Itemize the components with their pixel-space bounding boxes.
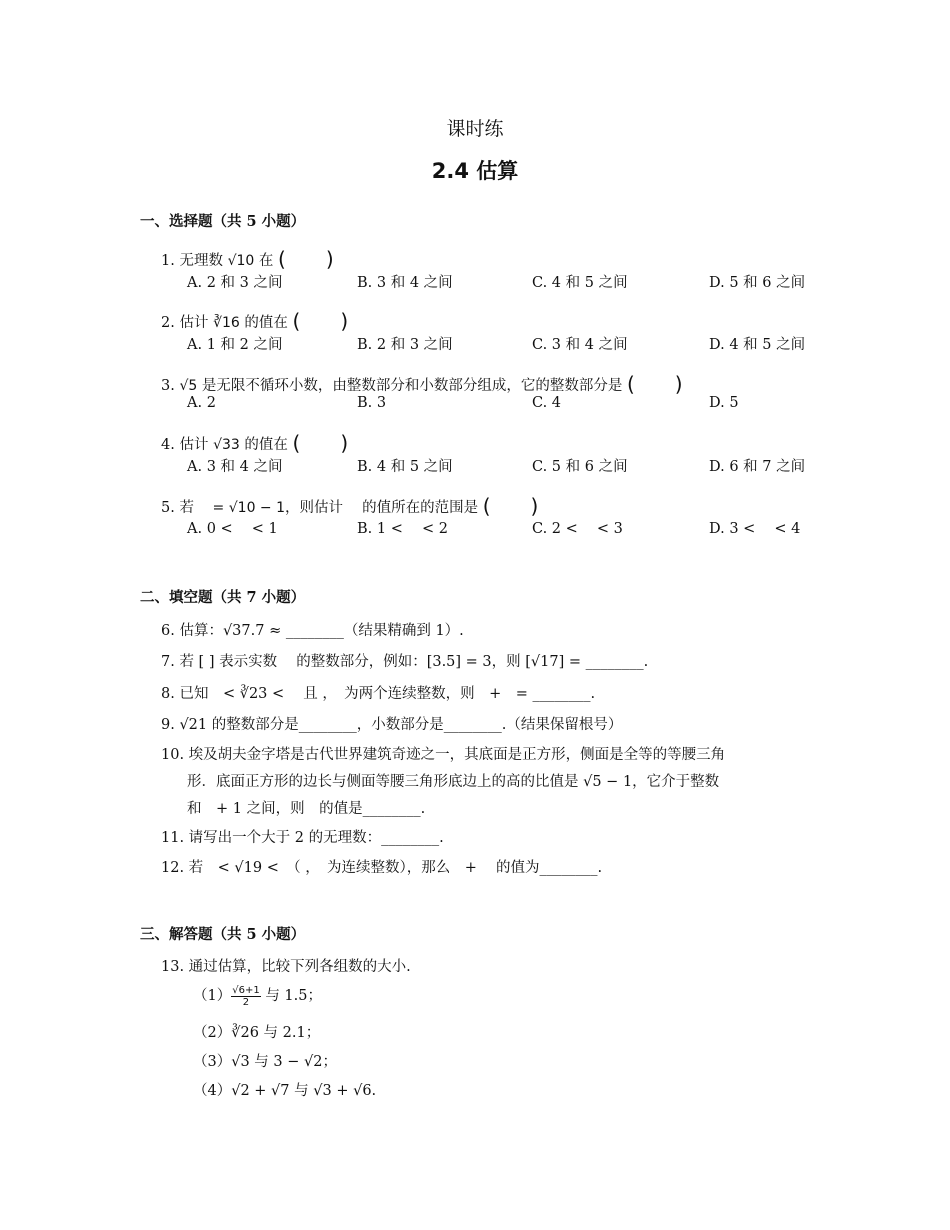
question-12: 12. 若 < √19 < （ ， 为连续整数），那么 + 的值为________. — [161, 860, 603, 876]
option-a: A. 2 和 3 之间 — [187, 275, 283, 291]
option-c: C. 4 和 5 之间 — [532, 275, 628, 291]
section-choice-heading: 一、选择题（共 5 小题） — [140, 213, 306, 230]
question-text: ，则估计 的值所在的范围是 — [285, 500, 479, 516]
question-number: 4. — [161, 437, 175, 453]
fraction-denominator: 2 — [242, 996, 250, 1008]
options-row — [187, 455, 827, 475]
question-10: 10. 埃及胡夫金字塔是古代世界建筑奇迹之一，其底面是正方形，侧面是全等的等腰三角 — [161, 747, 726, 763]
question-9: 9. √21 的整数部分是________，小数部分是________.（结果保留根号） — [161, 717, 623, 733]
question-13-part-3: （3）√3 与 3 − √2； — [193, 1054, 337, 1070]
fraction — [231, 985, 260, 1008]
question-13-part-1 — [193, 984, 322, 1008]
question-1 — [161, 242, 334, 271]
options-row — [187, 395, 827, 415]
math-expression: √33 — [213, 437, 240, 453]
question-3 — [161, 367, 683, 396]
question-4 — [161, 426, 348, 455]
option-a: A. 2 — [187, 395, 216, 411]
math-expression: √5 — [179, 378, 198, 394]
option-d: D. 4 和 5 之间 — [709, 337, 806, 353]
section-solve-heading: 三、解答题（共 5 小题） — [140, 926, 306, 943]
answer-blank: ( ) — [292, 431, 349, 455]
options-row — [187, 517, 827, 537]
question-text: 估计 — [179, 437, 209, 453]
answer-blank: ( ) — [627, 372, 683, 396]
answer-blank: ( ) — [278, 247, 334, 271]
question-13-part-4: （4）√2 + √7 与 √3 + √6. — [193, 1083, 377, 1099]
question-number: 2. — [161, 315, 175, 331]
question-6: 6. 估算：√37.7 ≈ ________（结果精确到 1）. — [161, 623, 464, 639]
question-10-line-3: 和 + 1 之间，则 的值是________. — [187, 801, 426, 817]
question-13-part-2: （2）∛26 与 2.1； — [193, 1025, 321, 1041]
option-d: D. 5 — [709, 395, 739, 411]
option-d: D. 6 和 7 之间 — [709, 459, 806, 475]
question-2 — [161, 304, 348, 333]
option-b: B. 3 和 4 之间 — [357, 275, 453, 291]
page-title: 课时练 — [446, 118, 504, 140]
question-text: 的值在 — [244, 315, 288, 331]
fraction-numerator: √6+1 — [232, 984, 260, 996]
question-text: 的值在 — [244, 437, 288, 453]
options-row — [187, 333, 827, 353]
question-10-line-2: 形．底面正方形的边长与侧面等腰三角形底边上的高的比值是 √5 − 1，它介于整数 — [187, 774, 720, 790]
question-text: 是无限不循环小数，由整数部分和小数部分组成，它的整数部分是 — [201, 378, 623, 394]
math-expression: = √10 − 1 — [198, 500, 286, 516]
question-number: 3. — [161, 378, 175, 394]
math-expression: √10 — [227, 253, 255, 269]
options-row — [187, 271, 827, 291]
part-text: 与 1.5； — [265, 988, 322, 1004]
option-b: B. 1 < < 2 — [357, 521, 448, 537]
option-a: A. 0 < < 1 — [187, 521, 278, 537]
option-c: C. 2 < < 3 — [532, 521, 623, 537]
option-b: B. 4 和 5 之间 — [357, 459, 453, 475]
option-d: D. 5 和 6 之间 — [709, 275, 806, 291]
question-text: 若 — [179, 500, 194, 516]
option-b: B. 2 和 3 之间 — [357, 337, 453, 353]
option-a: A. 3 和 4 之间 — [187, 459, 283, 475]
question-7: 7. 若 [ ] 表示实数 的整数部分，例如：[3.5] = 3，则 [√17] = ________. — [161, 654, 649, 670]
option-c: C. 4 — [532, 395, 562, 411]
lesson-title: 2.4 估算 — [431, 159, 519, 183]
question-number: 1. — [161, 253, 175, 269]
section-fill-heading: 二、填空题（共 7 小题） — [140, 589, 306, 606]
question-text: 在 — [258, 253, 274, 269]
option-b: B. 3 — [357, 395, 387, 411]
option-c: C. 3 和 4 之间 — [532, 337, 628, 353]
answer-blank: ( ) — [482, 494, 539, 518]
question-text: 无理数 — [179, 253, 223, 269]
question-13: 13. 通过估算，比较下列各组数的大小. — [161, 959, 411, 975]
math-expression: ∛16 — [213, 315, 240, 331]
question-number: 5. — [161, 500, 175, 516]
question-text: 估计 — [179, 315, 209, 331]
option-d: D. 3 < < 4 — [709, 521, 801, 537]
question-8: 8. 已知 < ∛23 < 且 ， 为两个连续整数，则 + = ________. — [161, 686, 596, 702]
question-5 — [161, 489, 538, 518]
part-label: （1） — [193, 988, 232, 1004]
option-c: C. 5 和 6 之间 — [532, 459, 628, 475]
option-a: A. 1 和 2 之间 — [187, 337, 283, 353]
question-11: 11. 请写出一个大于 2 的无理数：________. — [161, 830, 444, 846]
answer-blank: ( ) — [292, 309, 349, 333]
